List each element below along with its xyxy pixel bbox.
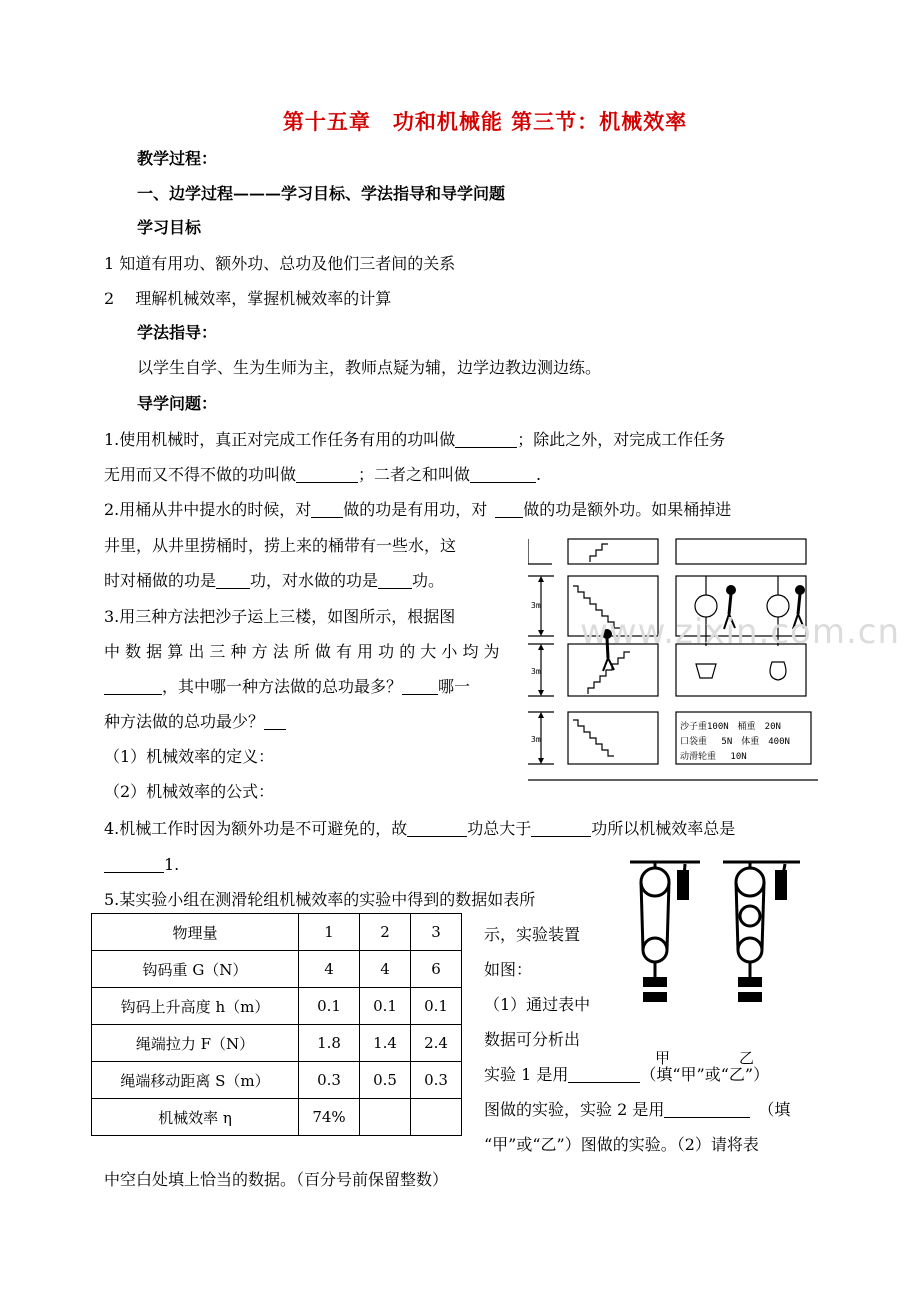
table-cell: 绳端移动距离 S（m） <box>92 1062 299 1099</box>
table-cell: 0.3 <box>411 1062 462 1099</box>
table-cell-empty[interactable] <box>411 1099 462 1136</box>
question-2-line3 <box>104 570 444 592</box>
table-cell-empty[interactable] <box>360 1099 411 1136</box>
table-cell: 4 <box>360 951 411 988</box>
table-row <box>92 1062 462 1099</box>
table-row <box>92 1099 462 1136</box>
question-5-line4: （1）通过表中 <box>484 995 591 1014</box>
q5-blank-2[interactable] <box>664 1101 750 1118</box>
page-title: 第十五章 功和机械能 第三节：机械效率 <box>282 109 688 134</box>
q2-text-a: 2.用桶从井中提水的时候，对 <box>104 500 312 519</box>
question-3-line4 <box>104 711 286 733</box>
q2-blank-4[interactable] <box>378 572 412 589</box>
q2-blank-3[interactable] <box>216 572 250 589</box>
questions-heading: 导学问题： <box>137 394 218 413</box>
pulley-figure <box>625 852 805 1012</box>
goals-heading: 学习目标 <box>137 218 202 237</box>
table-row <box>92 951 462 988</box>
table-cell: 1.8 <box>299 1025 360 1062</box>
question-5-line7 <box>484 1099 790 1121</box>
height-label-1: 3m <box>531 735 541 744</box>
q3-blank-2[interactable] <box>402 678 438 695</box>
q2-text-f: 功，对水做的功是 <box>250 571 379 590</box>
q2-text-c: 做的功是额外功。如果桶掉进 <box>523 500 732 519</box>
q4-blank-3[interactable] <box>104 856 164 873</box>
height-label-2: 3m <box>531 667 541 676</box>
process-heading: 教学过程： <box>137 149 218 168</box>
q4-blank-2[interactable] <box>531 820 591 837</box>
method-heading: 学法指导： <box>137 323 218 342</box>
table-header-cell: 2 <box>360 914 411 951</box>
question-3-line1: 3.用三种方法把沙子运上三楼，如图所示，根据图 <box>104 607 456 626</box>
figure-info-2: 口袋重 5N 体重 400N <box>680 737 790 747</box>
question-3-line3 <box>104 676 470 698</box>
question-5-line6 <box>484 1064 769 1086</box>
table-cell: 74% <box>299 1099 360 1136</box>
table-cell: 4 <box>299 951 360 988</box>
q2-text-e: 时对桶做的功是 <box>104 571 217 590</box>
q2-blank-2[interactable] <box>495 501 523 518</box>
table-cell: 钩码上升高度 h（m） <box>92 988 299 1025</box>
table-cell: 2.4 <box>411 1025 462 1062</box>
question-2-line1 <box>104 499 731 521</box>
q1-text-d: ；二者之和叫做 <box>358 465 471 484</box>
table-cell: 6 <box>411 951 462 988</box>
q4-text-d: 1. <box>164 855 180 874</box>
q4-blank-1[interactable] <box>407 820 467 837</box>
table-header-cell: 1 <box>299 914 360 951</box>
q1-blank-2[interactable] <box>296 466 358 483</box>
question-4-line2 <box>104 854 179 876</box>
q3-blank-1[interactable] <box>104 678 162 695</box>
efficiency-definition: （1）机械效率的定义： <box>104 747 275 766</box>
table-header-cell: 3 <box>411 914 462 951</box>
q4-text-c: 功所以机械效率总是 <box>591 819 736 838</box>
q2-blank-1[interactable] <box>311 501 343 518</box>
question-1-line2 <box>104 464 541 486</box>
q1-text-b: ；除此之外，对完成工作任务 <box>517 430 726 449</box>
part1-heading: 一、边学过程———学习目标、学法指导和导学问题 <box>137 184 506 203</box>
question-4-line1 <box>104 818 735 840</box>
question-5-line9: 中空白处填上恰当的数据。（百分号前保留整数） <box>104 1170 449 1189</box>
table-cell: 1.4 <box>360 1025 411 1062</box>
q1-blank-1[interactable] <box>455 431 517 448</box>
method-text: 以学生自学、生为生师为主，教师点疑为辅，边学边教边测边练。 <box>137 358 602 377</box>
question-2-line2: 井里，从井里捞桶时，捞上来的桶带有一些水，这 <box>104 536 457 555</box>
table-cell: 0.1 <box>299 988 360 1025</box>
table-cell: 0.5 <box>360 1062 411 1099</box>
question-5-line5: 数据可分析出 <box>484 1030 581 1049</box>
table-cell: 0.1 <box>360 988 411 1025</box>
question-5-line1: 5.某实验小组在测滑轮组机械效率的实验中得到的数据如表所 <box>104 890 536 909</box>
table-header-row <box>92 914 462 951</box>
q3-text-e: 种方法做的总功最少？ <box>104 712 265 731</box>
question-5-line8: “甲”或“乙”）图做的实验。（2）请将表 <box>484 1135 759 1154</box>
table-cell: 钩码重 G（N） <box>92 951 299 988</box>
q5-text-f: 实验 1 是用 <box>484 1065 569 1084</box>
goal-1: 1 知道有用功、额外功、总功及他们三者间的关系 <box>104 254 456 273</box>
watermark: www.zixin.com.cn <box>580 612 900 652</box>
three-methods-figure <box>528 534 820 784</box>
q1-text-c: 无用而又不得不做的功叫做 <box>104 465 297 484</box>
q3-text-d: 哪一 <box>438 677 471 696</box>
experiment-table <box>91 913 462 1136</box>
figure-label-jia: 甲 <box>655 1049 671 1067</box>
table-row <box>92 1025 462 1062</box>
table-cell: 机械效率 η <box>92 1099 299 1136</box>
question-1-line1 <box>104 429 725 451</box>
table-cell: 0.1 <box>411 988 462 1025</box>
q3-blank-3[interactable] <box>264 713 286 730</box>
q1-text-a: 1.使用机械时，真正对完成工作任务有用的功叫做 <box>104 430 456 449</box>
efficiency-formula: （2）机械效率的公式： <box>104 782 275 801</box>
table-cell: 绳端拉力 F（N） <box>92 1025 299 1062</box>
q5-text-h: 图做的实验，实验 2 是用 <box>484 1100 665 1119</box>
q1-blank-3[interactable] <box>470 466 536 483</box>
goal-2: 2 理解机械效率，掌握机械效率的计算 <box>104 289 392 308</box>
question-5-line3: 如图： <box>484 960 533 979</box>
q5-text-g: （填“甲”或“乙”） <box>640 1065 770 1084</box>
table-header-cell: 物理量 <box>92 914 299 951</box>
question-5-line2: 示，实验装置 <box>484 925 581 944</box>
q2-text-g: 功。 <box>412 571 445 590</box>
q1-text-e: . <box>536 465 542 484</box>
table-row <box>92 988 462 1025</box>
figure-label-yi: 乙 <box>739 1049 755 1067</box>
q3-text-c: ，其中哪一种方法做的总功最多？ <box>162 677 403 696</box>
table-cell: 0.3 <box>299 1062 360 1099</box>
q4-text-a: 4.机械工作时因为额外功是不可避免的，故 <box>104 819 408 838</box>
question-3-line2: 中 数 据 算 出 三 种 方 法 所 做 有 用 功 的 大 小 均 为 <box>104 642 500 661</box>
figure-info-1: 沙子重100N 桶重 20N <box>680 722 781 732</box>
q4-text-b: 功总大于 <box>467 819 532 838</box>
height-label-3: 3m <box>531 601 541 610</box>
q2-text-b: 做的功是有用功，对 <box>343 500 488 519</box>
figure-info-3: 动滑轮重 10N <box>680 752 747 762</box>
q5-text-i: （填 <box>758 1100 791 1119</box>
q5-blank-1[interactable] <box>568 1066 640 1083</box>
